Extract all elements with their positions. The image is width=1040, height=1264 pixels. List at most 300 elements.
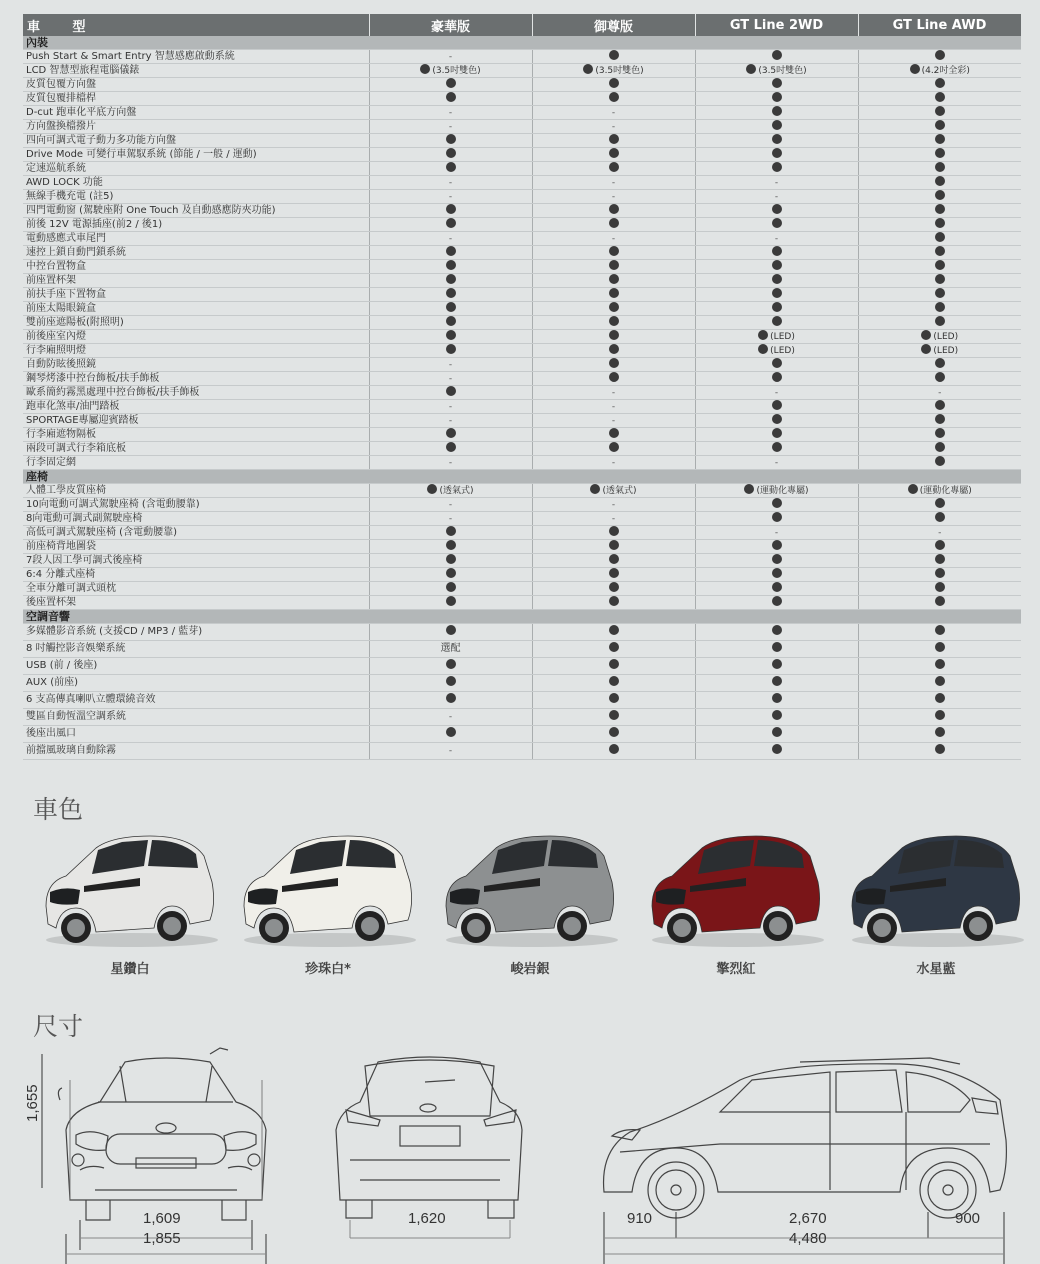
standard-dot-icon [772, 50, 782, 60]
feature-label: 7段人因工學可調式後座椅 [23, 554, 369, 568]
feature-cell [532, 302, 695, 316]
car-color-name: 峻岩銀 [510, 962, 550, 977]
feature-label: 四門電動窗 (駕駛座附 One Touch 及自動感應防夾功能) [23, 204, 369, 218]
feature-label: 6:4 分離式座椅 [23, 568, 369, 582]
feature-cell [369, 316, 532, 330]
front-overhang-dimension: 910 [627, 1210, 653, 1227]
not-available-mark: - [611, 233, 616, 244]
feature-note: (3.5吋雙色) [432, 66, 481, 76]
not-available-mark: - [611, 107, 616, 118]
feature-cell [858, 624, 1021, 641]
standard-dot-icon [935, 302, 945, 312]
feature-cell [695, 456, 858, 470]
standard-dot-icon [446, 554, 456, 564]
feature-cell [695, 106, 858, 120]
dimension-drawings [0, 1040, 1040, 1264]
feature-cell [695, 358, 858, 372]
feature-label: AUX (前座) [23, 675, 369, 692]
standard-dot-icon [609, 625, 619, 635]
table-row [23, 372, 1021, 386]
feature-cell [695, 400, 858, 414]
standard-dot-icon [935, 710, 945, 720]
feature-cell [858, 288, 1021, 302]
feature-cell [369, 658, 532, 675]
feature-cell [532, 386, 695, 400]
standard-dot-icon [935, 246, 945, 256]
front-view-drawing [58, 1048, 266, 1220]
standard-dot-icon [609, 554, 619, 564]
not-available-mark: - [448, 233, 453, 244]
feature-cell [369, 50, 532, 64]
feature-cell [532, 64, 695, 78]
standard-dot-icon [609, 372, 619, 382]
standard-dot-icon [758, 344, 768, 354]
not-available-mark: - [448, 513, 453, 524]
feature-cell [532, 274, 695, 288]
standard-dot-icon [420, 64, 430, 74]
table-row [23, 386, 1021, 400]
standard-dot-icon [446, 625, 456, 635]
feature-note: (LED) [933, 346, 959, 356]
table-row [23, 92, 1021, 106]
standard-dot-icon [609, 218, 619, 228]
table-row [23, 50, 1021, 64]
height-dimension: 1,655 [24, 1084, 41, 1122]
feature-cell [695, 316, 858, 330]
feature-label: 前後 12V 電源插座(前2 / 後1) [23, 218, 369, 232]
feature-cell [695, 692, 858, 709]
standard-dot-icon [772, 625, 782, 635]
feature-cell [369, 526, 532, 540]
feature-label: 高低可調式駕駛座椅 (含電動腰靠) [23, 526, 369, 540]
standard-dot-icon [772, 693, 782, 703]
not-available-mark: - [774, 387, 779, 398]
standard-dot-icon [935, 134, 945, 144]
standard-dot-icon [446, 162, 456, 172]
feature-cell [858, 540, 1021, 554]
standard-dot-icon [935, 744, 945, 754]
standard-dot-icon [921, 330, 931, 340]
feature-cell [695, 624, 858, 641]
standard-dot-icon [935, 316, 945, 326]
not-available-mark: - [448, 177, 453, 188]
standard-dot-icon [446, 260, 456, 270]
standard-dot-icon [935, 642, 945, 652]
feature-cell [532, 358, 695, 372]
standard-dot-icon [758, 330, 768, 340]
feature-label: 方向盤換檔撥片 [23, 120, 369, 134]
feature-cell [695, 554, 858, 568]
standard-dot-icon [609, 162, 619, 172]
feature-cell [369, 92, 532, 106]
feature-note: (LED) [770, 346, 795, 356]
standard-dot-icon [446, 204, 456, 214]
dimensions-heading: 尺寸 [33, 1012, 84, 1041]
feature-cell [532, 726, 695, 743]
header-model: 車 型 [23, 14, 369, 36]
feature-cell [858, 148, 1021, 162]
feature-cell [695, 540, 858, 554]
feature-cell [695, 526, 858, 540]
standard-dot-icon [935, 693, 945, 703]
standard-dot-icon [910, 64, 920, 74]
table-row [23, 512, 1021, 526]
standard-dot-icon [609, 526, 619, 536]
feature-cell [695, 78, 858, 92]
section-row [23, 470, 1021, 484]
table-row [23, 692, 1021, 709]
feature-cell [858, 246, 1021, 260]
table-row [23, 400, 1021, 414]
feature-cell [532, 344, 695, 358]
standard-dot-icon [446, 344, 456, 354]
feature-cell [858, 260, 1021, 274]
feature-label: Push Start & Smart Entry 智慧感應啟動系統 [23, 50, 369, 64]
feature-cell [695, 302, 858, 316]
feature-cell [369, 692, 532, 709]
standard-dot-icon [935, 659, 945, 669]
standard-dot-icon [446, 526, 456, 536]
feature-cell [858, 484, 1021, 498]
feature-cell [369, 540, 532, 554]
standard-dot-icon [772, 204, 782, 214]
feature-cell [532, 260, 695, 274]
standard-dot-icon [609, 693, 619, 703]
standard-dot-icon [772, 302, 782, 312]
feature-cell [369, 204, 532, 218]
standard-dot-icon [446, 693, 456, 703]
feature-cell [369, 400, 532, 414]
standard-dot-icon [935, 162, 945, 172]
standard-dot-icon [935, 414, 945, 424]
standard-dot-icon [772, 120, 782, 130]
feature-cell [858, 692, 1021, 709]
car-icon [440, 828, 620, 950]
standard-dot-icon [609, 727, 619, 737]
table-row [23, 288, 1021, 302]
feature-cell [532, 246, 695, 260]
standard-dot-icon [446, 134, 456, 144]
feature-cell [695, 372, 858, 386]
feature-note: (LED) [770, 332, 795, 342]
standard-dot-icon [446, 442, 456, 452]
standard-dot-icon [446, 302, 456, 312]
table-row [23, 204, 1021, 218]
section-row [23, 610, 1021, 624]
feature-cell [858, 316, 1021, 330]
length-dimension: 4,480 [789, 1230, 827, 1247]
spec-table [23, 14, 1022, 760]
not-available-mark: - [611, 177, 616, 188]
standard-dot-icon [772, 582, 782, 592]
standard-dot-icon [772, 162, 782, 172]
feature-note: (3.5吋雙色) [595, 66, 644, 76]
feature-cell [532, 512, 695, 526]
feature-cell [532, 372, 695, 386]
table-row [23, 232, 1021, 246]
feature-cell [695, 641, 858, 658]
standard-dot-icon [935, 106, 945, 116]
not-available-mark: - [774, 457, 779, 468]
standard-dot-icon [772, 568, 782, 578]
feature-cell [858, 526, 1021, 540]
standard-dot-icon [935, 288, 945, 298]
feature-cell [369, 78, 532, 92]
feature-note: (運動化專屬) [919, 486, 972, 496]
feature-cell [532, 106, 695, 120]
feature-cell [532, 400, 695, 414]
feature-cell [858, 372, 1021, 386]
not-available-mark: - [611, 401, 616, 412]
feature-cell [695, 414, 858, 428]
table-row [23, 176, 1021, 190]
feature-cell [369, 106, 532, 120]
feature-cell [532, 624, 695, 641]
feature-cell [858, 596, 1021, 610]
feature-cell [369, 64, 532, 78]
standard-dot-icon [446, 386, 456, 396]
table-row [23, 526, 1021, 540]
header-gtline-awd: GT Line AWD [858, 14, 1021, 36]
feature-cell [369, 148, 532, 162]
not-available-mark: - [448, 373, 453, 384]
feature-cell [532, 484, 695, 498]
standard-dot-icon [609, 260, 619, 270]
section-label: 空調音響 [23, 610, 1021, 624]
standard-dot-icon [935, 456, 945, 466]
not-available-mark: - [448, 499, 453, 510]
standard-dot-icon [935, 120, 945, 130]
standard-dot-icon [935, 428, 945, 438]
table-row [23, 344, 1021, 358]
feature-label: 8 吋觸控影音娛樂系統 [23, 641, 369, 658]
standard-dot-icon [935, 400, 945, 410]
feature-label: 歐系簡約霧黑處理中控台飾板/扶手飾板 [23, 386, 369, 400]
feature-cell [858, 743, 1021, 760]
table-row [23, 456, 1021, 470]
standard-dot-icon [772, 260, 782, 270]
table-row [23, 568, 1021, 582]
feature-cell [858, 176, 1021, 190]
standard-dot-icon [609, 428, 619, 438]
standard-dot-icon [935, 218, 945, 228]
standard-dot-icon [772, 148, 782, 158]
standard-dot-icon [772, 727, 782, 737]
standard-dot-icon [772, 442, 782, 452]
feature-cell [695, 246, 858, 260]
standard-dot-icon [609, 582, 619, 592]
feature-cell [858, 675, 1021, 692]
table-row [23, 675, 1021, 692]
table-row [23, 498, 1021, 512]
feature-cell [369, 554, 532, 568]
feature-cell [369, 232, 532, 246]
feature-label: 無線手機充電 (註5) [23, 190, 369, 204]
feature-cell [532, 330, 695, 344]
feature-cell [532, 316, 695, 330]
not-available-mark: - [448, 359, 453, 370]
feature-label: 6 支高傳真喇叭立體環繞音效 [23, 692, 369, 709]
feature-cell [369, 582, 532, 596]
not-available-mark: - [448, 457, 453, 468]
standard-dot-icon [583, 64, 593, 74]
not-available-mark: - [774, 233, 779, 244]
feature-cell [858, 50, 1021, 64]
header-gtline-2wd: GT Line 2WD [695, 14, 858, 36]
not-available-mark: - [611, 191, 616, 202]
feature-cell [858, 554, 1021, 568]
standard-dot-icon [772, 744, 782, 754]
table-row [23, 190, 1021, 204]
feature-cell [532, 692, 695, 709]
feature-cell [369, 120, 532, 134]
feature-cell [369, 596, 532, 610]
not-available-mark: - [774, 177, 779, 188]
standard-dot-icon [772, 218, 782, 228]
standard-dot-icon [446, 288, 456, 298]
feature-cell [858, 232, 1021, 246]
standard-dot-icon [772, 372, 782, 382]
feature-cell [532, 743, 695, 760]
feature-cell [532, 162, 695, 176]
feature-label: 人體工學皮質座椅 [23, 484, 369, 498]
standard-dot-icon [609, 78, 619, 88]
feature-label: 全車分離可調式頭枕 [23, 582, 369, 596]
feature-cell [369, 624, 532, 641]
feature-cell [369, 386, 532, 400]
car-color-image [238, 828, 418, 950]
feature-cell [858, 302, 1021, 316]
feature-cell [369, 344, 532, 358]
standard-dot-icon [446, 428, 456, 438]
standard-dot-icon [772, 642, 782, 652]
standard-dot-icon [935, 260, 945, 270]
feature-label: 電動感應式車尾門 [23, 232, 369, 246]
table-row [23, 484, 1021, 498]
standard-dot-icon [609, 596, 619, 606]
feature-cell [858, 386, 1021, 400]
feature-cell [532, 540, 695, 554]
feature-cell [532, 658, 695, 675]
standard-dot-icon [609, 316, 619, 326]
standard-dot-icon [609, 50, 619, 60]
standard-dot-icon [609, 568, 619, 578]
standard-dot-icon [609, 540, 619, 550]
standard-dot-icon [935, 50, 945, 60]
feature-cell [532, 442, 695, 456]
feature-cell [369, 358, 532, 372]
table-row [23, 316, 1021, 330]
feature-label: 10向電動可調式駕駛座椅 (含電動腰靠) [23, 498, 369, 512]
not-available-mark: - [774, 191, 779, 202]
feature-cell [695, 498, 858, 512]
standard-dot-icon [609, 744, 619, 754]
feature-cell [369, 456, 532, 470]
side-view-drawing [604, 1058, 1007, 1218]
feature-cell [858, 568, 1021, 582]
feature-label: 鋼琴烤漆中控台飾板/扶手飾板 [23, 372, 369, 386]
feature-cell [695, 658, 858, 675]
table-row [23, 596, 1021, 610]
standard-dot-icon [609, 246, 619, 256]
standard-dot-icon [921, 344, 931, 354]
standard-dot-icon [935, 554, 945, 564]
standard-dot-icon [609, 148, 619, 158]
standard-dot-icon [935, 727, 945, 737]
standard-dot-icon [772, 554, 782, 564]
table-row [23, 582, 1021, 596]
rear-overhang-dimension: 900 [955, 1210, 981, 1227]
feature-cell [858, 120, 1021, 134]
feature-cell [369, 218, 532, 232]
feature-cell [532, 568, 695, 582]
feature-cell [369, 709, 532, 726]
not-available-mark: - [611, 499, 616, 510]
standard-dot-icon [935, 204, 945, 214]
feature-cell [369, 484, 532, 498]
feature-label: D-cut 跑車化平底方向盤 [23, 106, 369, 120]
standard-dot-icon [772, 92, 782, 102]
feature-label: 雙前座遮陽板(附照明) [23, 316, 369, 330]
table-row [23, 120, 1021, 134]
width-dimension: 1,855 [143, 1230, 181, 1247]
not-available-mark: - [448, 746, 453, 756]
table-row [23, 540, 1021, 554]
feature-cell [858, 726, 1021, 743]
table-row [23, 442, 1021, 456]
feature-label: 定速巡航系統 [23, 162, 369, 176]
table-row [23, 358, 1021, 372]
feature-cell [695, 568, 858, 582]
car-color-image [440, 828, 620, 950]
standard-dot-icon [746, 64, 756, 74]
feature-cell [695, 92, 858, 106]
standard-dot-icon [772, 540, 782, 550]
feature-cell [695, 274, 858, 288]
standard-dot-icon [772, 78, 782, 88]
table-row [23, 624, 1021, 641]
feature-cell [858, 709, 1021, 726]
feature-cell [858, 358, 1021, 372]
feature-cell [858, 512, 1021, 526]
standard-dot-icon [609, 442, 619, 452]
feature-label: 後座出風口 [23, 726, 369, 743]
feature-cell [532, 414, 695, 428]
feature-cell [858, 190, 1021, 204]
standard-dot-icon [609, 134, 619, 144]
standard-dot-icon [446, 596, 456, 606]
feature-cell [532, 554, 695, 568]
feature-cell [858, 218, 1021, 232]
feature-cell [695, 176, 858, 190]
standard-dot-icon [446, 330, 456, 340]
standard-dot-icon [446, 78, 456, 88]
feature-label: SPORTAGE專屬迎賓踏板 [23, 414, 369, 428]
car-icon [40, 828, 220, 950]
standard-dot-icon [609, 676, 619, 686]
standard-dot-icon [935, 92, 945, 102]
car-color-name: 擎烈紅 [716, 962, 756, 977]
feature-note: (LED) [933, 332, 959, 342]
feature-label: 速控上鎖自動門鎖系統 [23, 246, 369, 260]
standard-dot-icon [935, 232, 945, 242]
table-row [23, 641, 1021, 658]
colors-heading: 車色 [33, 795, 84, 824]
feature-cell [369, 246, 532, 260]
standard-dot-icon [446, 676, 456, 686]
feature-cell [695, 484, 858, 498]
spec-body [23, 36, 1021, 760]
